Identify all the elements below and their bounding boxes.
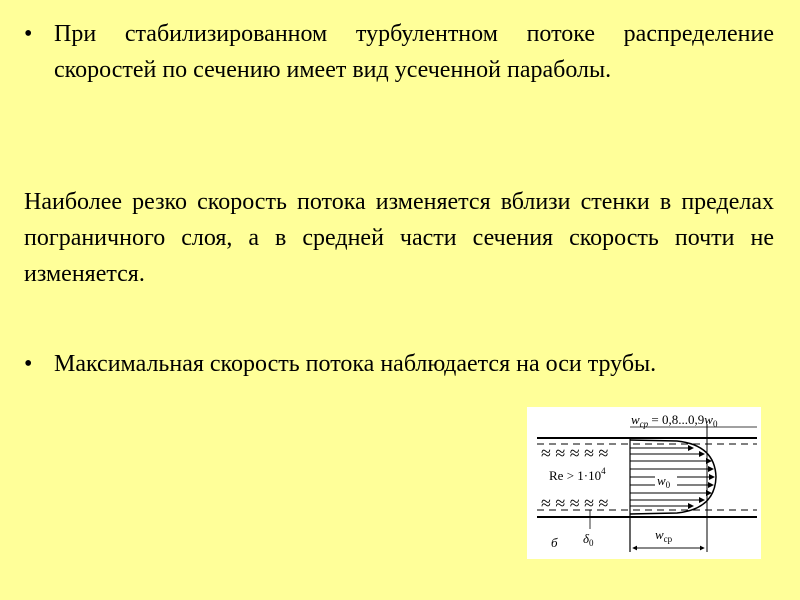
bullet-marker: • — [24, 21, 33, 47]
bullet-paragraph-3 — [24, 346, 774, 382]
bullet-paragraph-1 — [24, 16, 774, 88]
bullet-marker: • — [24, 351, 33, 377]
reynolds-label: $Re > 1\cdot 10^4$ — [549, 466, 606, 483]
panel-letter: б — [551, 535, 558, 550]
center-velocity-label: $w_0$ — [657, 473, 671, 490]
boundary-thickness-label: $\delta_0$ — [583, 531, 594, 548]
paragraph-text-3: Максимальная скорость потока наблюдается на оси трубы. — [54, 351, 657, 377]
wave-row-1: ≈ ≈ ≈ ≈ ≈ — [541, 443, 609, 463]
paragraph-text-2: Наиболее резко скорость потока изменяется вблизи стенки в пределах пограничного слоя, а в средней части сечения скорость почти не изменяется. — [24, 189, 774, 287]
bottom-velocity-label: $w_{ср}$ — [655, 527, 673, 544]
velocity-profile-figure — [527, 407, 761, 559]
wave-row-2: ≈ ≈ ≈ ≈ ≈ — [541, 493, 609, 513]
velocity-profile-diagram — [527, 407, 761, 559]
paragraph-text-1: При стабилизированном турбулентном потоке распределение скоростей по сечению имеет вид усеченной параболы. — [54, 21, 774, 83]
top-label: $w_{ср} = 0,8...0,9w_0$ — [631, 412, 718, 429]
